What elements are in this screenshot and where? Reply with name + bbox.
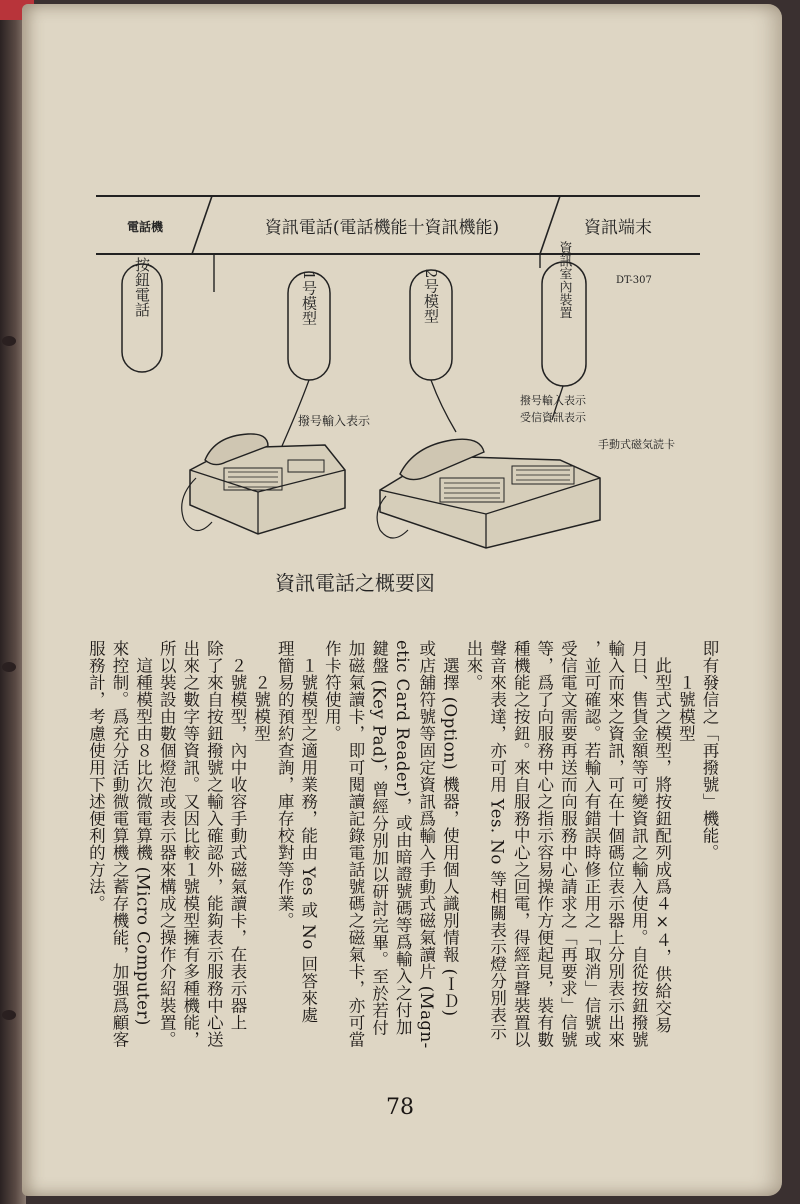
annotation-dial-input: 撥号輸入表示 (298, 414, 371, 428)
page-number: 78 (386, 1095, 414, 1120)
text-column: 種機能之按鈕。來自服務中心之回電，得經音聲裝置以 (511, 640, 531, 1048)
telephone-model-2-illustration (377, 439, 600, 548)
binding-hole (2, 662, 16, 672)
header-info-telephone: 資訊電話(電話機能十資訊機能) (264, 218, 500, 238)
text-column: 鍵盤 (Key Pad)，曾經分別加以研討完畢。至於若付 (369, 640, 389, 1037)
annotation-receive-info: 受信資訊表示 (520, 411, 586, 424)
figure-caption: 資訊電話之概要図 (275, 571, 435, 595)
text-column: 除了來自按鈕撥號之輸入確認外，能夠表示服務中心送 (204, 640, 224, 1048)
text-column: 月日、售貨金額等可變資訊之輸入使用。自從按鈕撥號 (629, 640, 649, 1048)
text-column: 聲音來表達，亦可用 Yes. No 等相關表示燈分別表示 (487, 640, 507, 1041)
text-column: 等，爲了向服務中心之指示容易操作方便起見，裝有數 (534, 640, 554, 1048)
text-column: ２號模型 (251, 640, 271, 742)
text-column: 作卡符使用。 (322, 640, 342, 742)
text-column: 出來。 (464, 640, 483, 691)
text-column: 出來之數字等資訊。又因比較１號模型擁有多種機能， (180, 640, 200, 1048)
text-column: １號模型 (676, 640, 696, 742)
oval-label: 2号模型 (422, 268, 440, 324)
text-column: 所以裝設由數個燈泡或表示器來構成之操作介紹裝置。 (157, 640, 177, 1048)
oval-label: 1号模型 (300, 270, 318, 326)
text-column: 理簡易的預約查詢，庫存校對等作業。 (275, 640, 295, 929)
text-column: 這種模型由８比次微電算機 (Micro Computer) (133, 640, 153, 1026)
annotation-dial-input-2: 撥号輸入表示 (520, 394, 586, 407)
header-telephone: 電話機 (126, 220, 164, 234)
model-code: DT-307 (616, 275, 652, 286)
text-column: １號模型之適用業務，能由 Yes 或 No 回答來處 (298, 640, 318, 1024)
oval-label: 資訊室內裝置 (556, 241, 572, 319)
text-column: 來控制。爲充分活動微電算機之蓄存機能，加强爲顧客 (110, 640, 129, 1048)
text-column: 輸入而來之資訊，可在十個碼位表示器上分別表示出來 (605, 640, 625, 1048)
binding-hole (2, 1010, 16, 1020)
text-column: 受信電文需要再送而向服務中心請求之「再要求」信號 (558, 640, 578, 1048)
telephone-model-1-illustration (182, 434, 345, 534)
text-column: 即有發信之「再撥號」機能。 (700, 640, 719, 861)
header-info-terminal: 資訊端末 (584, 218, 652, 238)
text-column: ，並可確認。若輸入有錯誤時修正用之「取消」信號或 (582, 640, 601, 1048)
text-column: ２號模型，內中收容手動式磁氣讀卡，在表示器上 (228, 640, 247, 1031)
text-column: 選擇 (Option) 機器，使用個人識別情報 (ＩＤ) (440, 640, 460, 1017)
text-column: 服務計，考慮使用下述便利的方法。 (86, 640, 106, 912)
annotation-card-reader: 手動式磁気読卡 (598, 438, 675, 451)
text-column: 或店舖符號等固定資訊爲輸入手動式磁氣讀片 (Magn- (416, 640, 436, 1049)
text-column: 此型式之模型，將按鈕配列成爲４×４，供給交易 (652, 640, 672, 1034)
text-column: 加磁氣讀卡，即可閱讀記錄電話號碼之磁氣卡，亦可當 (346, 640, 365, 1048)
text-column: etic Card Reader)，或由暗證號碼等爲輸入之付加 (393, 640, 413, 1036)
oval-label: 按鈕電話 (133, 257, 151, 317)
